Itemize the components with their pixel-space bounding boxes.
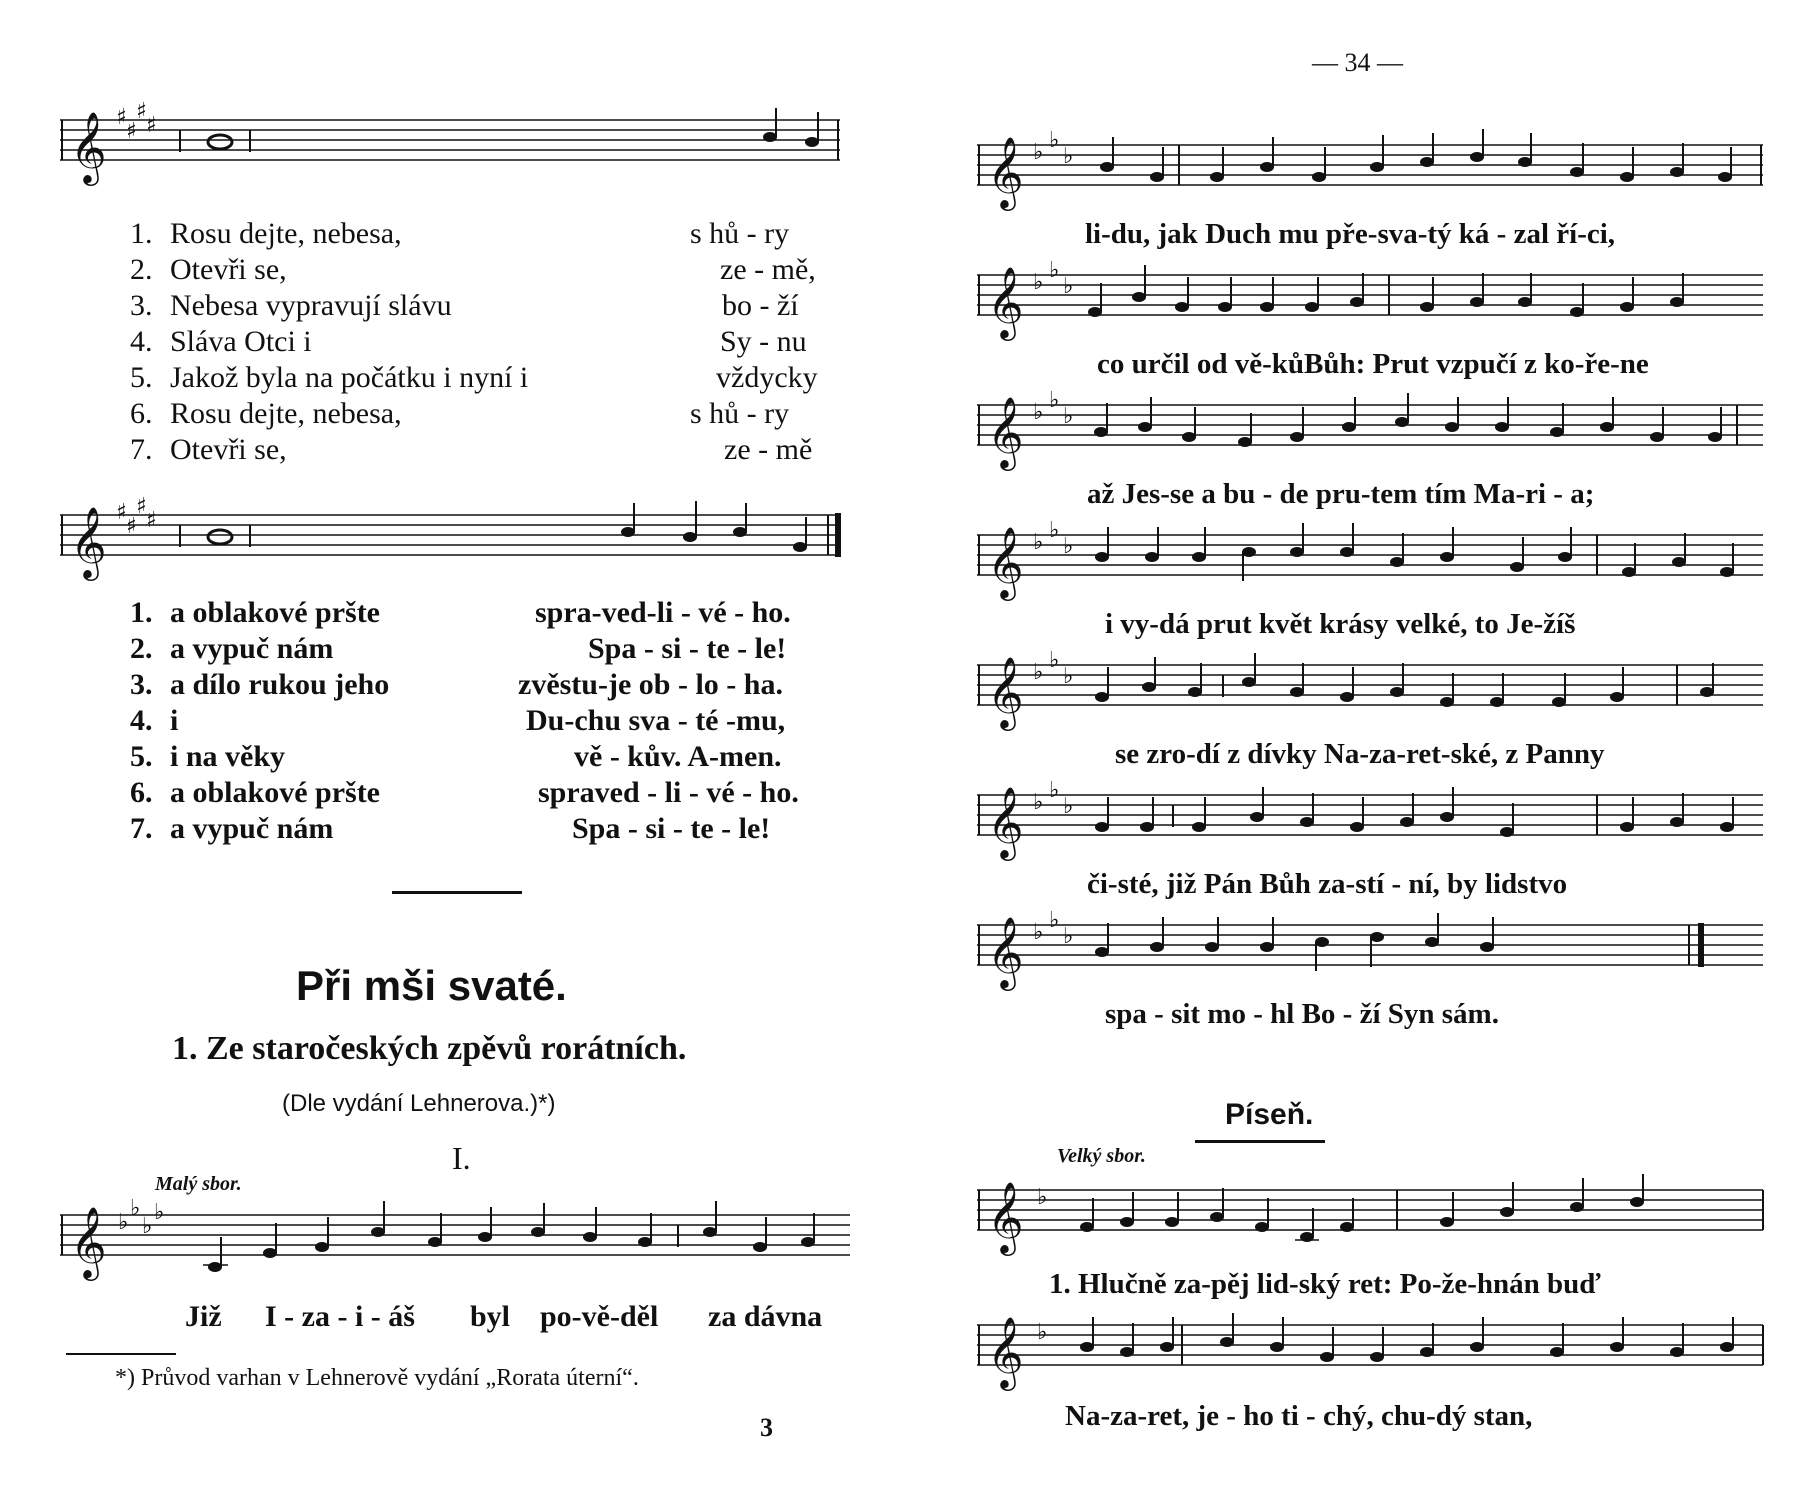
- svg-text:♭: ♭: [1037, 1320, 1048, 1345]
- choir-label: Velký sbor.: [1057, 1145, 1146, 1167]
- svg-text:♭: ♭: [1033, 400, 1044, 425]
- svg-text:♭: ♭: [1033, 660, 1044, 685]
- verse-ending: zvěstu-je ob - lo - ha.: [518, 668, 783, 701]
- edition-note: (Dle vydání Lehnerova.)*): [282, 1090, 556, 1117]
- lyric-line-r6: či-sté, již Pán Bůh za-stí - ní, by lidstvo: [1087, 868, 1568, 900]
- verse-number: 6.: [130, 397, 153, 430]
- lyric-line-r4: i vy-dá prut květ krásy velké, to Je-žíš: [1105, 608, 1576, 640]
- verse-number: 6.: [130, 776, 153, 809]
- verse-ending: s hů - ry: [690, 217, 790, 250]
- verse-number: 7.: [130, 812, 153, 845]
- svg-text:♭: ♭: [130, 1196, 141, 1221]
- verse-ending: spraved - li - vé - ho.: [538, 776, 799, 809]
- svg-text:𝄞: 𝄞: [987, 915, 1024, 988]
- svg-text:♭: ♭: [1049, 518, 1060, 543]
- song-title: Píseň.: [1225, 1098, 1314, 1131]
- svg-text:♭: ♭: [1063, 794, 1074, 819]
- section-divider: [392, 891, 522, 894]
- lyric-syllable: po-vě-děl: [540, 1300, 659, 1333]
- verse-text: a vypuč nám: [170, 812, 334, 845]
- svg-text:♭: ♭: [1063, 534, 1074, 559]
- svg-text:𝄞: 𝄞: [70, 110, 107, 183]
- svg-text:𝄞: 𝄞: [987, 525, 1024, 598]
- svg-text:𝄞: 𝄞: [987, 1180, 1024, 1253]
- roman-numeral: I.: [452, 1140, 471, 1176]
- music-staff-3: [60, 1195, 850, 1285]
- lyric-line-r3: až Jes-se a bu - de pru-tem tím Ma-ri - a;: [1087, 478, 1595, 510]
- svg-text:♭: ♭: [1049, 648, 1060, 673]
- page-number: 3: [760, 1413, 773, 1442]
- verse-ending: spra-ved-li - vé - ho.: [535, 596, 791, 629]
- svg-text:𝄞: 𝄞: [987, 135, 1024, 208]
- verse-text: a vypuč nám: [170, 632, 334, 665]
- verse-text: i na věky: [170, 740, 286, 773]
- svg-text:♭: ♭: [1063, 274, 1074, 299]
- section-title: Při mši svaté.: [296, 962, 567, 1009]
- verse-number: 4.: [130, 704, 153, 737]
- verse-ending: s hů - ry: [690, 397, 790, 430]
- svg-text:♭: ♭: [1033, 530, 1044, 555]
- footnote-rule: [66, 1353, 176, 1355]
- lyric-syllable: Již: [185, 1300, 222, 1333]
- verse-ending: Du-chu sva - té -mu,: [526, 704, 786, 737]
- verse-ending: ze - mě,: [720, 253, 816, 286]
- svg-text:♭: ♭: [1033, 270, 1044, 295]
- verse-ending: Spa - si - te - le!: [588, 632, 787, 665]
- music-staff-r8: [977, 1170, 1767, 1260]
- footnote: *) Průvod varhan v Lehnerově vydání „Rorata úterní“.: [115, 1365, 639, 1391]
- svg-text:♭: ♭: [1033, 140, 1044, 165]
- lyric-syllable: za dávna: [708, 1300, 823, 1333]
- lyric-line-r2: co určil od vě-kůBůh: Prut vzpučí z ko-ře-ne: [1097, 348, 1649, 380]
- svg-text:𝄞: 𝄞: [70, 1205, 107, 1278]
- svg-text:♭: ♭: [1063, 144, 1074, 169]
- svg-text:𝄞: 𝄞: [70, 505, 107, 578]
- verse-number: 3.: [130, 289, 153, 322]
- song-title-underline: [1195, 1140, 1325, 1143]
- verse-number: 5.: [130, 361, 153, 394]
- svg-text:♯: ♯: [136, 494, 147, 519]
- choir-label: Malý sbor.: [155, 1173, 242, 1195]
- svg-text:♭: ♭: [1033, 790, 1044, 815]
- svg-text:♭: ♭: [118, 1210, 129, 1235]
- verse-number: 3.: [130, 668, 153, 701]
- lyric-syllable: byl: [470, 1300, 511, 1333]
- svg-text:♯: ♯: [116, 105, 127, 130]
- svg-text:♭: ♭: [1037, 1185, 1048, 1210]
- verse-text: Otevři se,: [170, 253, 287, 286]
- verse-ending: Spa - si - te - le!: [572, 812, 771, 845]
- svg-text:♭: ♭: [142, 1214, 153, 1239]
- svg-text:♭: ♭: [1049, 778, 1060, 803]
- verse-text: a oblakové pršte: [170, 596, 380, 629]
- music-staff-1: [60, 99, 850, 183]
- svg-text:𝄞: 𝄞: [987, 1315, 1024, 1388]
- svg-text:♭: ♭: [1049, 388, 1060, 413]
- verse-ending: vždycky: [716, 361, 818, 394]
- lyric-line-r1: li-du, jak Duch mu pře-sva-tý ká - zal ří-ci,: [1085, 218, 1616, 250]
- svg-text:♯: ♯: [146, 508, 157, 533]
- verse-number: 1.: [130, 596, 153, 629]
- verse-text: a oblakové pršte: [170, 776, 380, 809]
- verse-text: Nebesa vypravují slávu: [170, 289, 452, 322]
- song-lyric-line-2: Na-za-ret, je - ho ti - chý, chu-dý stan,: [1065, 1400, 1533, 1432]
- music-staff-r9: [977, 1305, 1767, 1388]
- lyric-line-r7: spa - sit mo - hl Bo - ží Syn sám.: [1105, 998, 1499, 1030]
- svg-text:♭: ♭: [1049, 128, 1060, 153]
- verse-text: Rosu dejte, nebesa,: [170, 397, 402, 430]
- svg-text:♯: ♯: [146, 113, 157, 138]
- verse-ending: bo - ží: [722, 289, 799, 322]
- svg-text:♯: ♯: [126, 514, 137, 539]
- verse-text: Otevři se,: [170, 433, 287, 466]
- svg-text:𝄞: 𝄞: [987, 785, 1024, 858]
- verse-number: 2.: [130, 253, 153, 286]
- verse-number: 2.: [130, 632, 153, 665]
- verse-number: 1.: [130, 217, 153, 250]
- music-staff-r1: [977, 125, 1767, 208]
- music-staff-r7: [977, 905, 1767, 988]
- lyric-line-r5: se zro-dí z dívky Na-za-ret-ské, z Panny: [1115, 738, 1605, 770]
- verse-ending: vě - kův. A-men.: [574, 740, 782, 773]
- music-staff-r5: [977, 645, 1767, 728]
- verse-text: Rosu dejte, nebesa,: [170, 217, 402, 250]
- music-staff-r4: [977, 515, 1767, 598]
- right-page: [907, 0, 1814, 1500]
- verse-text: Sláva Otci i: [170, 325, 312, 358]
- svg-text:𝄞: 𝄞: [987, 395, 1024, 468]
- section-subtitle: 1. Ze staročeských zpěvů rorátních.: [172, 1030, 687, 1067]
- verse-number: 7.: [130, 433, 153, 466]
- verse-text: a dílo rukou jeho: [170, 668, 390, 701]
- music-staff-r6: [977, 775, 1767, 858]
- svg-text:♯: ♯: [136, 99, 147, 124]
- music-staff-2: [60, 494, 850, 578]
- svg-text:♭: ♭: [154, 1200, 165, 1225]
- svg-text:♭: ♭: [1063, 924, 1074, 949]
- svg-text:♭: ♭: [1033, 920, 1044, 945]
- verse-number: 5.: [130, 740, 153, 773]
- svg-text:♯: ♯: [116, 500, 127, 525]
- svg-text:♭: ♭: [1063, 404, 1074, 429]
- lyric-syllable: I - za - i - áš: [265, 1300, 415, 1333]
- page-header: — 34 —: [1312, 48, 1403, 77]
- svg-text:♭: ♭: [1049, 258, 1060, 283]
- verse-ending: ze - mě: [724, 433, 813, 466]
- song-lyric-line-1: 1. Hlučně za-pěj lid-ský ret: Po-že-hnán buď: [1049, 1268, 1601, 1300]
- verse-number: 4.: [130, 325, 153, 358]
- verse-ending: Sy - nu: [720, 325, 807, 358]
- svg-text:𝄞: 𝄞: [987, 265, 1024, 338]
- verse-text: Jakož byla na počátku i nyní i: [170, 361, 529, 394]
- svg-text:𝄞: 𝄞: [987, 655, 1024, 728]
- svg-text:♭: ♭: [1049, 908, 1060, 933]
- music-staff-r3: [977, 385, 1767, 468]
- verse-text: i: [170, 704, 179, 737]
- music-staff-r2: [977, 255, 1767, 338]
- svg-text:♯: ♯: [126, 119, 137, 144]
- svg-text:♭: ♭: [1063, 664, 1074, 689]
